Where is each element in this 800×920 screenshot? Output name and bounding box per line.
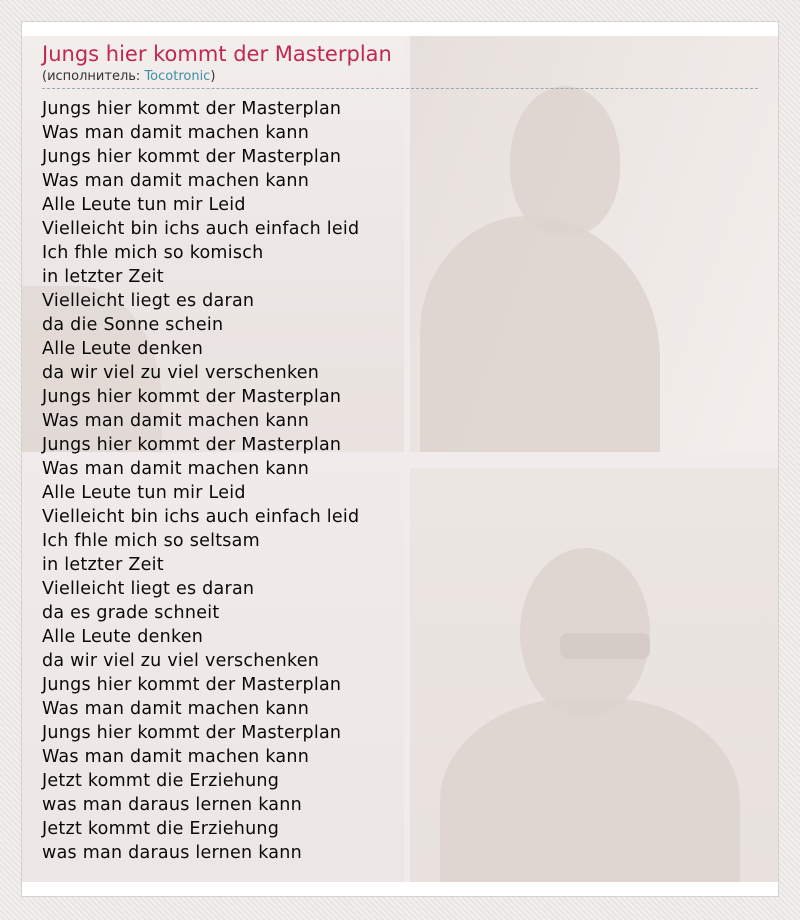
lyric-line: Jetzt kommt die Erziehung (42, 771, 280, 791)
artist-suffix: ) (210, 69, 216, 84)
lyric-line: Jungs hier kommt der Masterplan (42, 99, 342, 119)
lyric-line: Ich fhle mich so seltsam (42, 531, 260, 551)
lyric-line: da die Sonne schein (42, 315, 224, 335)
lyric-line: da es grade schneit (42, 603, 220, 623)
artist-prefix: (исполнитель: (42, 69, 145, 84)
lyric-line: da wir viel zu viel verschenken (42, 651, 320, 671)
lyric-line: Vielleicht liegt es daran (42, 291, 255, 311)
artist-line (42, 68, 758, 89)
lyric-line: Ich fhle mich so komisch (42, 243, 264, 263)
song-title: Jungs hier kommt der Masterplan (42, 42, 392, 66)
lyric-line: Was man damit machen kann (42, 747, 310, 767)
lyric-line: was man daraus lernen kann (42, 843, 302, 863)
lyric-line: Alle Leute tun mir Leid (42, 483, 246, 503)
artist-link[interactable]: Tocotronic (144, 69, 211, 84)
lyric-line: Vielleicht bin ichs auch einfach leid (42, 219, 360, 239)
lyric-line: Alle Leute denken (42, 627, 204, 647)
lyric-line: Jungs hier kommt der Masterplan (42, 435, 342, 455)
lyric-line: da wir viel zu viel verschenken (42, 363, 320, 383)
lyric-line: Was man damit machen kann (42, 459, 310, 479)
lyric-line: Vielleicht bin ichs auch einfach leid (42, 507, 360, 527)
lyric-line: Jetzt kommt die Erziehung (42, 819, 280, 839)
lyric-line: Alle Leute tun mir Leid (42, 195, 246, 215)
lyric-line: Jungs hier kommt der Masterplan (42, 723, 342, 743)
lyric-line: in letzter Zeit (42, 267, 164, 287)
lyric-line: Was man damit machen kann (42, 699, 310, 719)
lyric-line: Was man damit machen kann (42, 123, 310, 143)
lyric-line: Alle Leute denken (42, 339, 204, 359)
lyric-line: Vielleicht liegt es daran (42, 579, 255, 599)
lyric-line: Jungs hier kommt der Masterplan (42, 147, 342, 167)
lyric-line: in letzter Zeit (42, 555, 164, 575)
lyrics-list (42, 97, 758, 865)
lyric-line: Was man damit machen kann (42, 171, 310, 191)
lyric-line: Jungs hier kommt der Masterplan (42, 675, 342, 695)
lyric-line: was man daraus lernen kann (42, 795, 302, 815)
lyric-line: Jungs hier kommt der Masterplan (42, 387, 342, 407)
song-content (42, 40, 758, 865)
lyrics-card (22, 22, 778, 896)
lyric-line: Was man damit machen kann (42, 411, 310, 431)
